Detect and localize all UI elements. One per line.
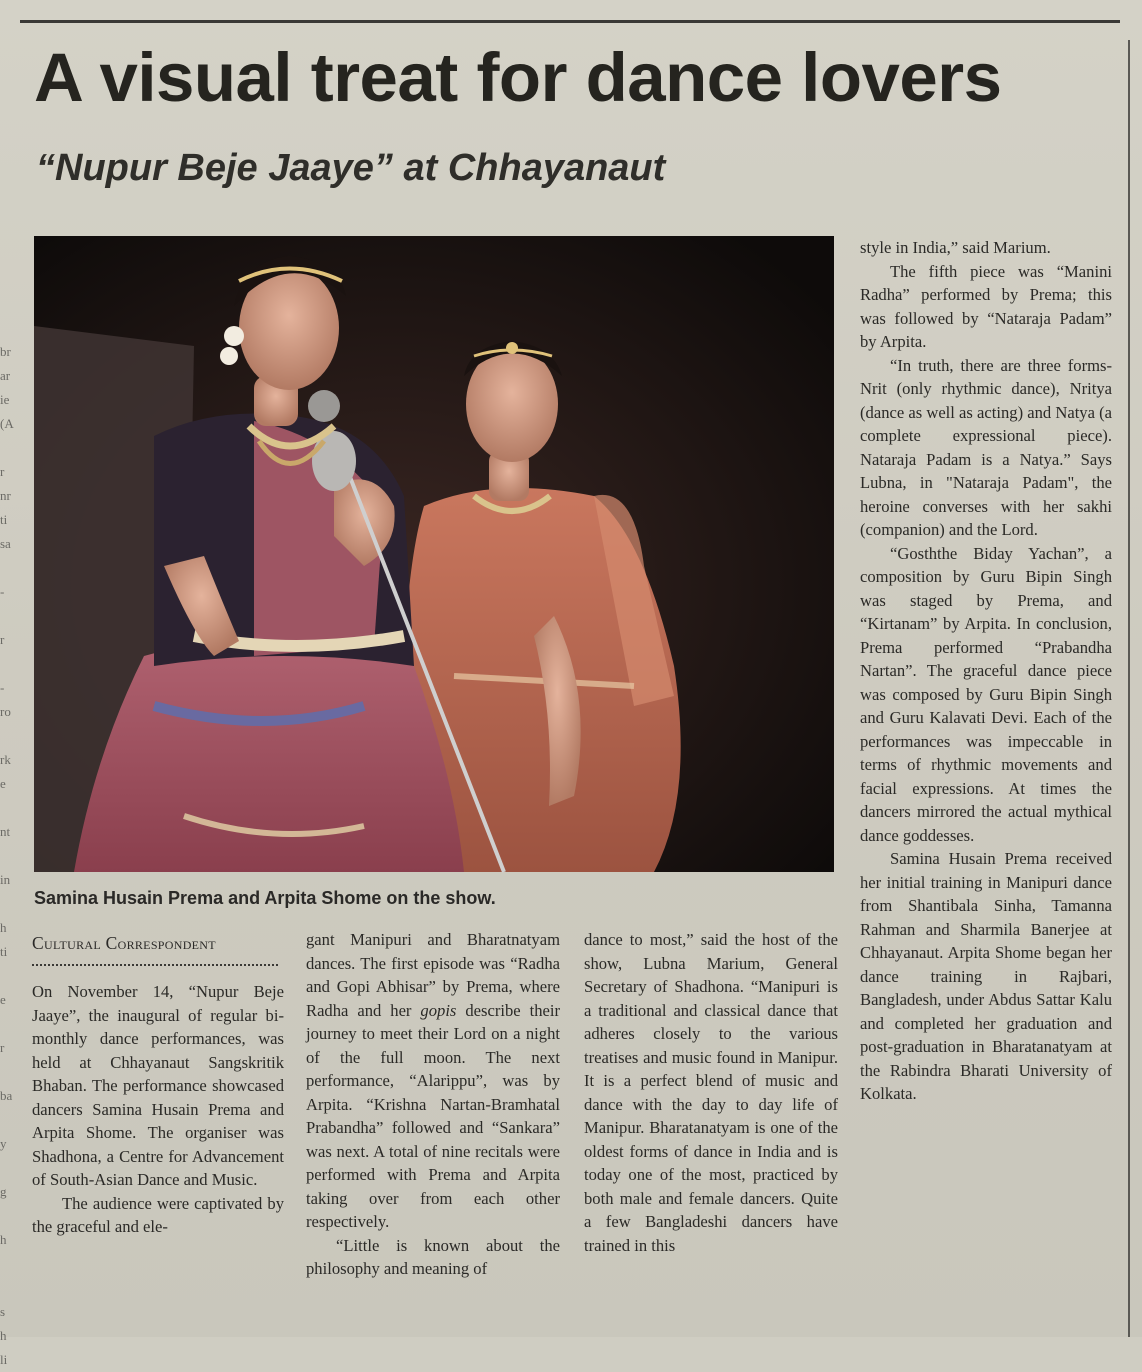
gutter-fragment: r (0, 464, 5, 479)
gutter-fragment: h (0, 920, 7, 935)
paragraph (306, 928, 560, 1234)
gutter-fragment: li (0, 1352, 8, 1367)
photo-caption: Samina Husain Prema and Arpita Shome on the show. (34, 888, 496, 908)
gutter-fragment: br (0, 344, 11, 359)
gutter-fragment: h (0, 1232, 7, 1247)
gutter-fragment: - (0, 584, 5, 599)
gutter-fragment (0, 1252, 22, 1276)
gutter-fragment (0, 604, 22, 628)
paragraph: The audience were captivated by the graceful and ele- (32, 1193, 284, 1236)
gutter-fragment: ar (0, 368, 11, 383)
two-dancers-on-stage-icon (34, 236, 834, 872)
paragraph: “In truth, there are three forms-Nrit (only rhythmic dance), Nritya (dance as well as acting) and Natya (a complete expressional piece). Nataraja Padam is a Natya.” Says Lubna, in "Nataraja Padam", the heroine converses with her sakhi (companion) and the Lord. (860, 355, 1113, 539)
gutter-fragment (0, 1108, 22, 1132)
gutter-fragment: rk (0, 752, 11, 767)
gutter-fragment (0, 964, 22, 988)
article-column-1 (32, 930, 284, 1239)
paragraph: On November 14, “Nupur Beje Jaaye”, the inaugural of regular bi-monthly dance performances, was held at Chhayanaut Sangskritik Bhaban. The performance showcased dancers Samina Husain Prema and Arpita Shome. The organiser was Shadhona, a Centre for Advancement of South-Asian Dance and Music. (32, 982, 284, 1189)
text-run: describe their journey to meet their Lord on a night of the full moon. The next performance, “Alarippu”, was by Arpita. “Krishna Nartan-Bramhatal Prabandha” followed and “Sankara” was next. A total of nine recitals were performed with Prema and Arpita taking over from each other respectively. (306, 1000, 560, 1231)
adjacent-column-fragments (0, 340, 22, 1367)
gutter-fragment (0, 796, 22, 820)
gutter-fragment (0, 724, 22, 748)
text-run: gant Manipuri and Bharatnatyam dances. The first episode was “Radha and Gopi Abhisar” by Prema, where Radha and her (306, 930, 560, 1020)
gutter-fragment: r (0, 632, 5, 647)
gutter-fragment: nt (0, 824, 11, 839)
paragraph: The fifth piece was “Manini Radha” performed by Prema; this was followed by “Nataraja Padam” by Arpita. (860, 261, 1112, 351)
paragraph: “Gosththe Biday Yachan”, a composition by Guru Bipin Singh was staged by Prema, and “Kirtanam” by Arpita. In conclusion, Prema performed “Prabandha Nartan”. The graceful dance piece was composed by Guru Bipin Singh and Guru Kalavati Devi. Each of the performances was impeccable in terms of rhythmic movements and facial expressions. At times the dancers mirrored the actual mythical dance goddesses. (860, 543, 1112, 845)
gutter-fragment (0, 892, 22, 916)
gutter-fragment: e (0, 992, 6, 1007)
gutter-fragment: s (0, 1304, 6, 1319)
gutter-fragment: nr (0, 488, 11, 503)
gutter-fragment: y (0, 1136, 7, 1151)
gutter-fragment: ti (0, 512, 8, 527)
article-column-4 (860, 236, 1112, 1106)
byline: Cultural Correspondent (32, 933, 216, 953)
gutter-fragment (0, 1204, 22, 1228)
article-column-3 (584, 928, 838, 1257)
gutter-fragment: h (0, 1328, 7, 1343)
article-photo (34, 236, 834, 872)
gutter-fragment: - (0, 680, 5, 695)
subheadline: “Nupur Beje Jaaye” at Chhayanaut (36, 147, 666, 189)
paragraph: “Little is known about the philosophy and meaning of (306, 1235, 560, 1278)
gutter-fragment (0, 1156, 22, 1180)
gutter-fragment: ro (0, 704, 11, 719)
gutter-fragment: sa (0, 536, 11, 551)
gutter-fragment: ie (0, 392, 10, 407)
gutter-fragment (0, 652, 22, 676)
gutter-fragment (0, 556, 22, 580)
top-rule (20, 20, 1120, 23)
paragraph: Samina Husain Prema received her initial training in Manipuri dance from Shantibala Sinha, Tamanna Rahman and Sharmila Banerjee at Chhayanaut. Arpita Shome began her dance training in Rajbari, Bangladesh, under Abdus Sattar Kalu and completed her graduation and post-graduation in Bharatanatyam at the Rabindra Bharati University of Kolkata. (860, 849, 1112, 1103)
gutter-fragment: in (0, 872, 11, 887)
headline: A visual treat for dance lovers (34, 39, 1002, 116)
gutter-fragment (0, 1276, 22, 1300)
gutter-fragment: g (0, 1184, 7, 1199)
gutter-fragment: e (0, 776, 6, 791)
paragraph: style in India,” said Marium. (860, 238, 1051, 257)
gutter-fragment (0, 436, 22, 460)
gutter-fragment: r (0, 1040, 5, 1055)
gutter-fragment (0, 1012, 22, 1036)
column-divider-rule (1128, 40, 1130, 1337)
gutter-fragment: (A (0, 416, 14, 431)
gutter-fragment (0, 844, 22, 868)
paragraph: dance to most,” said the host of the show, Lubna Marium, General Secretary of Shadhona. “Manipuri is a traditional and classical dance that adheres closely to the various treatises and music found in Manipur. It is a perfect blend of music and dance with the day to day life of Manipur. Bharatanatyam is one of the oldest forms of dance in India and is today one of the most, practiced by both male and female dancers. Quite a few Bangladeshi dancers have trained in this (584, 930, 838, 1255)
emphasis-text: gopis (420, 1000, 457, 1020)
gutter-fragment: ti (0, 944, 8, 959)
gutter-fragment: ba (0, 1088, 13, 1103)
article-column-2 (306, 928, 560, 1281)
byline-dotted-rule (32, 958, 278, 966)
gutter-fragment (0, 1060, 22, 1084)
